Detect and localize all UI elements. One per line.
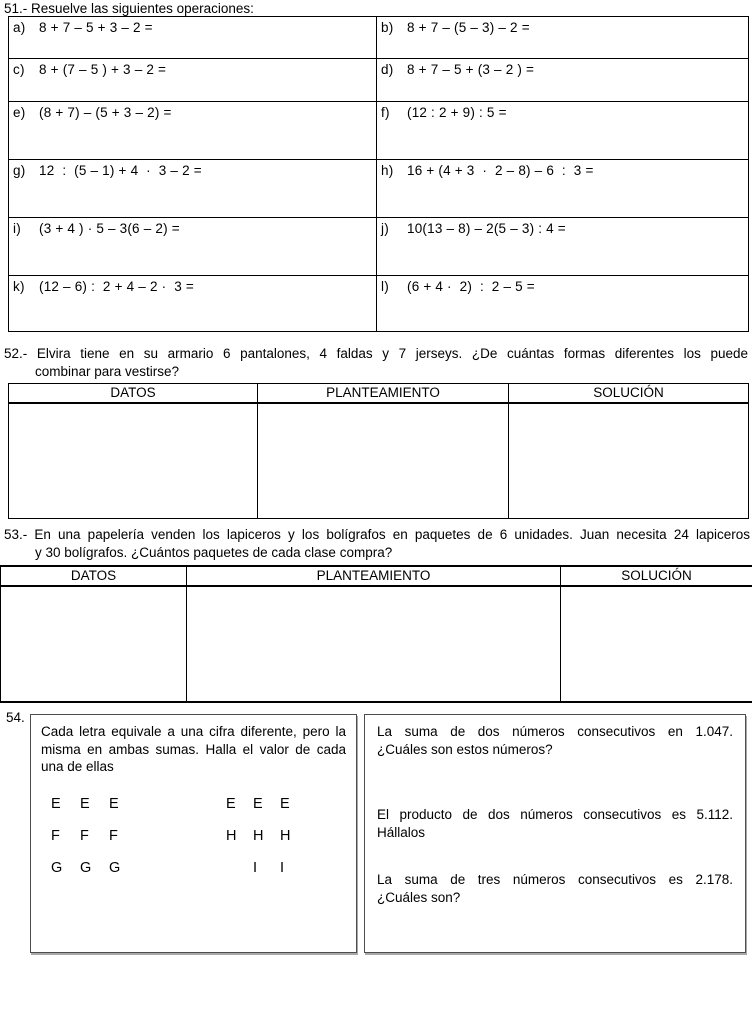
consecutive-numbers-problem-2 [377,806,733,841]
solucion-cell [561,586,752,702]
operation-cell-h [377,160,749,218]
problem54-left-box [30,714,357,953]
operation-expression: 8 + 7 – 5 + (3 – 2 ) = [407,62,535,77]
planteamiento-cell [187,586,561,702]
header-datos: DATOS [9,384,258,404]
operation-expression: (3 + 4 ) · 5 – 3(6 – 2) = [39,221,180,236]
operation-cell-j [377,218,749,276]
letter-sum-1 [51,788,138,884]
item-label: i) [13,221,21,236]
letter: E [226,795,236,812]
statement-line: Cada letra equivale a una cifra diferente, pero la [41,724,346,739]
operation-cell-e [9,102,377,160]
operation-expression: (6 + 4 · 2) : 2 – 5 = [407,279,535,294]
letter: F [80,827,89,844]
letter: E [109,795,119,812]
operation-cell-a [9,17,377,59]
letter-row [51,852,138,884]
letter-row [226,852,307,884]
problem51-title: 51.- Resuelve las siguientes operaciones: [4,1,254,16]
item-label: g) [13,163,26,178]
letter: I [253,859,258,876]
letter-row [51,788,138,820]
item-label: f) [381,105,390,120]
planteamiento-cell [258,403,509,519]
statement-line: ¿Cuáles son estos números? [377,741,553,757]
item-label: l) [381,279,389,294]
letter: E [80,795,90,812]
operation-expression: (8 + 7) – (5 + 3 – 2) = [39,105,172,120]
statement-line: una de ellas [41,759,114,774]
item-label: b) [381,20,394,35]
statement-line: El producto de dos números consecutivos es 5.112. [377,807,733,822]
table-row [9,59,749,102]
statement-line: Hállalos [377,824,426,840]
operation-cell-f [377,102,749,160]
cryptarithm-instructions [41,723,346,776]
letter: E [253,795,263,812]
letter-sum-2 [226,788,307,884]
item-label: e) [13,105,26,120]
operation-expression: (12 – 6) : 2 + 4 – 2 · 3 = [39,279,194,294]
datos-cell [1,586,187,702]
letter-row [226,820,307,852]
operation-expression: (12 : 2 + 9) : 5 = [407,105,507,120]
operation-cell-i [9,218,377,276]
letter: E [280,795,290,812]
operation-cell-g [9,160,377,218]
statement-line: ¿Cuáles son? [377,889,461,905]
letter-row [51,820,138,852]
letter: I [280,859,285,876]
item-label: c) [13,62,25,77]
item-label: k) [13,279,25,294]
letter: G [80,859,92,876]
problem53-work-table [0,565,752,703]
operation-cell-c [9,59,377,102]
table-row [9,17,749,59]
statement-line: combinar para vestirse? [35,364,180,379]
table-row [9,160,749,218]
operation-expression: 8 + (7 – 5 ) + 3 – 2 = [39,62,167,77]
item-label: d) [381,62,394,77]
table-row [9,102,749,160]
statement-line: 52.- Elvira tiene en su armario 6 pantalones, 4 faldas y 7 jerseys. ¿De cuántas formas diferentes los puede [4,346,748,361]
header-planteamiento: PLANTEAMIENTO [187,566,561,586]
statement-line: misma en ambas sumas. Halla el valor de cada [41,741,346,757]
problem54-right-box [364,714,746,953]
statement-line: La suma de dos números consecutivos en 1.047. [377,724,733,739]
item-label: h) [381,163,394,178]
letter: E [51,795,61,812]
problem52-work-table [8,383,749,519]
letter-row [226,788,307,820]
problem53-statement [4,526,750,562]
letter: G [109,859,121,876]
header-solucion: SOLUCIÓN [561,566,752,586]
cryptarithm-sums [51,788,346,884]
problem54-number: 54. [6,710,25,725]
table-row [9,403,749,519]
item-label: a) [13,20,26,35]
header-solucion: SOLUCIÓN [509,384,749,404]
operation-expression: 12 : (5 – 1) + 4 · 3 – 2 = [39,163,202,178]
operation-expression: 10(13 – 8) – 2(5 – 3) : 4 = [407,221,566,236]
statement-line: La suma de tres números consecutivos es 2.178. [377,872,733,887]
statement-line: y 30 bolígrafos. ¿Cuántos paquetes de cada clase compra? [35,545,393,560]
table-header-row [9,384,749,404]
letter: G [51,859,63,876]
header-datos: DATOS [1,566,187,586]
letter: H [226,827,237,844]
operation-expression: 8 + 7 – (5 – 3) – 2 = [407,20,530,35]
letter: F [51,827,60,844]
table-header-row [1,566,752,586]
problem52-statement [4,345,748,381]
operation-expression: 8 + 7 – 5 + 3 – 2 = [39,20,153,35]
operation-cell-b [377,17,749,59]
item-label: j) [381,221,389,236]
operation-cell-d [377,59,749,102]
operation-cell-k [9,276,377,332]
statement-line: 53.- En una papelería venden los lapiceros y los bolígrafos en paquetes de 6 unidades. Juan necesita 24 lapiceros [4,527,750,542]
datos-cell [9,403,258,519]
table-row [9,276,749,332]
table-row [9,218,749,276]
letter: H [280,827,291,844]
operation-expression: 16 + (4 + 3 · 2 – 8) – 6 : 3 = [407,163,594,178]
operation-cell-l [377,276,749,332]
solucion-cell [509,403,749,519]
table-row [1,586,752,702]
consecutive-numbers-problem-1 [377,723,733,758]
header-planteamiento: PLANTEAMIENTO [258,384,509,404]
operations-table [8,16,749,332]
letter: H [253,827,264,844]
letter: F [109,827,118,844]
consecutive-numbers-problem-3 [377,871,733,906]
